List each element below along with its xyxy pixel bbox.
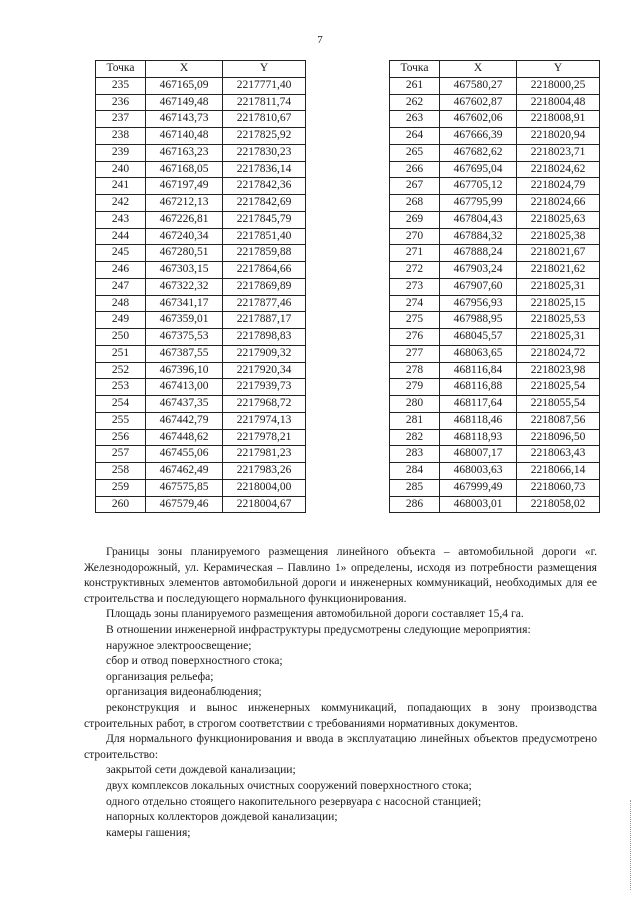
table-row <box>96 195 306 212</box>
cell-x: 468045,57 <box>440 329 517 346</box>
cell-x: 468003,01 <box>440 496 517 513</box>
cell-y: 2217978,21 <box>223 429 306 446</box>
cell-point: 279 <box>390 379 440 396</box>
cell-point: 284 <box>390 463 440 480</box>
cell-x: 467448,62 <box>146 429 223 446</box>
cell-point: 240 <box>96 161 146 178</box>
cell-y: 2218004,48 <box>517 94 600 111</box>
cell-x: 467455,06 <box>146 446 223 463</box>
cell-y: 2218025,31 <box>517 329 600 346</box>
cell-point: 259 <box>96 479 146 496</box>
table-row <box>96 463 306 480</box>
cell-point: 267 <box>390 178 440 195</box>
cell-point: 258 <box>96 463 146 480</box>
table-row <box>96 362 306 379</box>
cell-x: 467705,12 <box>440 178 517 195</box>
cell-x: 467280,51 <box>146 245 223 262</box>
list-item: организация видеонаблюдения; <box>106 685 262 699</box>
cell-point: 263 <box>390 111 440 128</box>
cell-point: 251 <box>96 345 146 362</box>
table-row <box>390 211 600 228</box>
cell-y: 2218024,66 <box>517 195 600 212</box>
cell-point: 245 <box>96 245 146 262</box>
cell-y: 2217909,32 <box>223 345 306 362</box>
cell-point: 280 <box>390 396 440 413</box>
list-item: наружное электроосвещение; <box>106 638 252 652</box>
cell-y: 2217983,26 <box>223 463 306 480</box>
table-row <box>390 329 600 346</box>
table-row <box>390 161 600 178</box>
cell-y: 2218000,25 <box>517 77 600 94</box>
cell-x: 467999,49 <box>440 479 517 496</box>
cell-point: 248 <box>96 295 146 312</box>
cell-point: 265 <box>390 144 440 161</box>
cell-y: 2218020,94 <box>517 128 600 145</box>
cell-x: 467396,10 <box>146 362 223 379</box>
table-row <box>96 379 306 396</box>
table-row <box>390 195 600 212</box>
cell-x: 467575,85 <box>146 479 223 496</box>
table-row <box>390 479 600 496</box>
cell-y: 2218087,56 <box>517 412 600 429</box>
paragraph: реконструкция и вынос инженерных коммуникаций, попадающих в зону производства строительных работ, в строгом соответствии с требованиями нормативных документов. <box>84 700 597 730</box>
cell-point: 237 <box>96 111 146 128</box>
cell-x: 467140,48 <box>146 128 223 145</box>
table-row <box>390 111 600 128</box>
paragraph: Границы зоны планируемого размещения линейного объекта – автомобильной дороги «г. Железнодорожный, ул. Керамическая – Павлино 1» определены, исходя из потребности размещения конструктивных элементов автомобильной дороги и инженерных коммуникаций, необходимых для ее строительства и последующего нормального функционирования. <box>84 545 597 605</box>
table-row <box>390 312 600 329</box>
table-row <box>390 496 600 513</box>
cell-point: 273 <box>390 278 440 295</box>
cell-point: 257 <box>96 446 146 463</box>
cell-point: 269 <box>390 211 440 228</box>
cell-x: 467804,43 <box>440 211 517 228</box>
cell-point: 286 <box>390 496 440 513</box>
cell-x: 467168,05 <box>146 161 223 178</box>
cell-x: 467682,62 <box>440 144 517 161</box>
cell-y: 2218096,50 <box>517 429 600 446</box>
cell-y: 2218058,02 <box>517 496 600 513</box>
header-point: Точка <box>96 61 146 78</box>
table-row <box>96 412 306 429</box>
cell-y: 2218060,73 <box>517 479 600 496</box>
cell-point: 271 <box>390 245 440 262</box>
cell-x: 467341,17 <box>146 295 223 312</box>
table-row <box>96 479 306 496</box>
cell-x: 468117,64 <box>440 396 517 413</box>
cell-x: 467197,49 <box>146 178 223 195</box>
table-row <box>390 379 600 396</box>
table-row <box>390 412 600 429</box>
header-point: Точка <box>390 61 440 78</box>
cell-y: 2217771,40 <box>223 77 306 94</box>
table-row <box>96 77 306 94</box>
table-row <box>390 362 600 379</box>
page-number: 7 <box>317 34 323 46</box>
paragraph: Для нормального функционирования и ввода в эксплуатацию линейных объектов предусмотрено строительство: <box>84 732 597 761</box>
cell-x: 467903,24 <box>440 262 517 279</box>
table-row <box>390 144 600 161</box>
cell-x: 467988,95 <box>440 312 517 329</box>
cell-y: 2218066,14 <box>517 463 600 480</box>
table-row <box>96 446 306 463</box>
cell-y: 2218025,31 <box>517 278 600 295</box>
cell-point: 250 <box>96 329 146 346</box>
cell-point: 246 <box>96 262 146 279</box>
cell-x: 467163,23 <box>146 144 223 161</box>
list-item: камеры гашения; <box>106 825 191 839</box>
cell-x: 468007,17 <box>440 446 517 463</box>
paragraph: Площадь зоны планируемого размещения автомобильной дороги составляет 15,4 га. <box>106 607 524 621</box>
table-row <box>96 178 306 195</box>
cell-point: 239 <box>96 144 146 161</box>
cell-point: 236 <box>96 94 146 111</box>
table-row <box>390 262 600 279</box>
cell-point: 276 <box>390 329 440 346</box>
cell-y: 2218023,71 <box>517 144 600 161</box>
cell-y: 2217842,36 <box>223 178 306 195</box>
header-x: X <box>146 61 223 78</box>
table-row <box>96 228 306 245</box>
table-row <box>96 111 306 128</box>
cell-y: 2218055,54 <box>517 396 600 413</box>
cell-y: 2218008,91 <box>517 111 600 128</box>
cell-x: 467303,15 <box>146 262 223 279</box>
cell-point: 264 <box>390 128 440 145</box>
table-row <box>390 245 600 262</box>
table-header-row <box>390 61 600 78</box>
table-row <box>390 94 600 111</box>
table-row <box>390 463 600 480</box>
cell-x: 467165,09 <box>146 77 223 94</box>
list-item: напорных коллекторов дождевой канализации; <box>106 810 338 824</box>
cell-y: 2218063,43 <box>517 446 600 463</box>
cell-point: 268 <box>390 195 440 212</box>
cell-x: 468118,93 <box>440 429 517 446</box>
table-row <box>96 312 306 329</box>
cell-y: 2217877,46 <box>223 295 306 312</box>
cell-point: 242 <box>96 195 146 212</box>
table-row <box>390 396 600 413</box>
cell-x: 467666,39 <box>440 128 517 145</box>
cell-y: 2217859,88 <box>223 245 306 262</box>
cell-point: 272 <box>390 262 440 279</box>
cell-point: 262 <box>390 94 440 111</box>
cell-x: 467143,73 <box>146 111 223 128</box>
table-row <box>96 211 306 228</box>
table-row <box>390 429 600 446</box>
cell-x: 467795,99 <box>440 195 517 212</box>
paragraph: В отношении инженерной инфраструктуры предусмотрены следующие мероприятия: <box>106 622 531 636</box>
cell-point: 282 <box>390 429 440 446</box>
cell-y: 2217898,83 <box>223 329 306 346</box>
table-row <box>96 144 306 161</box>
list-item: двух комплексов локальных очистных сооружений поверхностного стока; <box>106 778 472 792</box>
table-row <box>96 345 306 362</box>
header-y: Y <box>223 61 306 78</box>
table-row <box>390 128 600 145</box>
cell-point: 261 <box>390 77 440 94</box>
cell-x: 467212,13 <box>146 195 223 212</box>
cell-x: 467375,53 <box>146 329 223 346</box>
header-x: X <box>440 61 517 78</box>
cell-x: 467580,27 <box>440 77 517 94</box>
cell-point: 260 <box>96 496 146 513</box>
cell-y: 2217974,13 <box>223 412 306 429</box>
cell-y: 2217845,79 <box>223 211 306 228</box>
cell-y: 2218024,62 <box>517 161 600 178</box>
cell-y: 2218025,38 <box>517 228 600 245</box>
table-header-row <box>96 61 306 78</box>
table-row <box>96 396 306 413</box>
cell-point: 249 <box>96 312 146 329</box>
cell-x: 467413,00 <box>146 379 223 396</box>
list-item: организация рельефа; <box>106 669 214 683</box>
cell-x: 468116,84 <box>440 362 517 379</box>
cell-x: 467149,48 <box>146 94 223 111</box>
table-row <box>390 228 600 245</box>
cell-point: 274 <box>390 295 440 312</box>
cell-x: 467359,01 <box>146 312 223 329</box>
cell-y: 2217836,14 <box>223 161 306 178</box>
cell-point: 281 <box>390 412 440 429</box>
cell-x: 467442,79 <box>146 412 223 429</box>
cell-x: 467322,32 <box>146 278 223 295</box>
cell-x: 467579,46 <box>146 496 223 513</box>
cell-point: 241 <box>96 178 146 195</box>
cell-x: 467437,35 <box>146 396 223 413</box>
list-item: закрытой сети дождевой канализации; <box>106 763 296 777</box>
cell-y: 2217842,69 <box>223 195 306 212</box>
table-row <box>390 345 600 362</box>
cell-y: 2218025,53 <box>517 312 600 329</box>
cell-point: 252 <box>96 362 146 379</box>
cell-x: 468003,63 <box>440 463 517 480</box>
table-row <box>96 278 306 295</box>
cell-y: 2218024,72 <box>517 345 600 362</box>
cell-x: 468116,88 <box>440 379 517 396</box>
cell-x: 467907,60 <box>440 278 517 295</box>
cell-y: 2217830,23 <box>223 144 306 161</box>
cell-point: 283 <box>390 446 440 463</box>
cell-y: 2217920,34 <box>223 362 306 379</box>
table-row <box>96 329 306 346</box>
coordinates-table-left <box>95 60 306 513</box>
cell-x: 467462,49 <box>146 463 223 480</box>
cell-point: 266 <box>390 161 440 178</box>
table-row <box>96 295 306 312</box>
cell-point: 275 <box>390 312 440 329</box>
cell-x: 467956,93 <box>440 295 517 312</box>
list-item: одного отдельно стоящего накопительного резервуара с насосной станцией; <box>106 794 482 808</box>
coordinates-table-right <box>389 60 600 513</box>
cell-x: 467888,24 <box>440 245 517 262</box>
header-y: Y <box>517 61 600 78</box>
cell-x: 467884,32 <box>440 228 517 245</box>
table-row <box>96 245 306 262</box>
cell-point: 256 <box>96 429 146 446</box>
cell-y: 2218024,79 <box>517 178 600 195</box>
cell-point: 277 <box>390 345 440 362</box>
cell-point: 255 <box>96 412 146 429</box>
cell-point: 244 <box>96 228 146 245</box>
cell-y: 2218021,67 <box>517 245 600 262</box>
cell-y: 2217811,74 <box>223 94 306 111</box>
cell-y: 2217851,40 <box>223 228 306 245</box>
cell-y: 2218004,67 <box>223 496 306 513</box>
cell-y: 2218023,98 <box>517 362 600 379</box>
list-item: сбор и отвод поверхностного стока; <box>106 654 283 668</box>
table-row <box>390 278 600 295</box>
table-row <box>96 94 306 111</box>
cell-y: 2217864,66 <box>223 262 306 279</box>
cell-y: 2218025,63 <box>517 211 600 228</box>
cell-y: 2217810,67 <box>223 111 306 128</box>
cell-point: 253 <box>96 379 146 396</box>
table-row <box>390 295 600 312</box>
cell-y: 2217939,73 <box>223 379 306 396</box>
table-row <box>390 77 600 94</box>
cell-y: 2217887,17 <box>223 312 306 329</box>
cell-y: 2217825,92 <box>223 128 306 145</box>
cell-x: 468063,65 <box>440 345 517 362</box>
cell-point: 235 <box>96 77 146 94</box>
cell-point: 243 <box>96 211 146 228</box>
table-row <box>96 429 306 446</box>
cell-x: 467387,55 <box>146 345 223 362</box>
cell-y: 2218025,15 <box>517 295 600 312</box>
cell-point: 278 <box>390 362 440 379</box>
cell-x: 467602,06 <box>440 111 517 128</box>
table-row <box>390 446 600 463</box>
cell-y: 2218004,00 <box>223 479 306 496</box>
cell-y: 2218021,62 <box>517 262 600 279</box>
cell-point: 254 <box>96 396 146 413</box>
table-row <box>96 161 306 178</box>
cell-point: 270 <box>390 228 440 245</box>
cell-point: 238 <box>96 128 146 145</box>
cell-y: 2217869,89 <box>223 278 306 295</box>
table-row <box>96 128 306 145</box>
cell-point: 247 <box>96 278 146 295</box>
cell-y: 2217981,23 <box>223 446 306 463</box>
cell-x: 467695,04 <box>440 161 517 178</box>
cell-y: 2218025,54 <box>517 379 600 396</box>
cell-x: 467602,87 <box>440 94 517 111</box>
cell-x: 467226,81 <box>146 211 223 228</box>
cell-point: 285 <box>390 479 440 496</box>
scan-edge-mark <box>630 800 634 890</box>
table-row <box>96 496 306 513</box>
table-row <box>96 262 306 279</box>
table-row <box>390 178 600 195</box>
cell-x: 468118,46 <box>440 412 517 429</box>
cell-x: 467240,34 <box>146 228 223 245</box>
cell-y: 2217968,72 <box>223 396 306 413</box>
body-text <box>84 544 597 840</box>
